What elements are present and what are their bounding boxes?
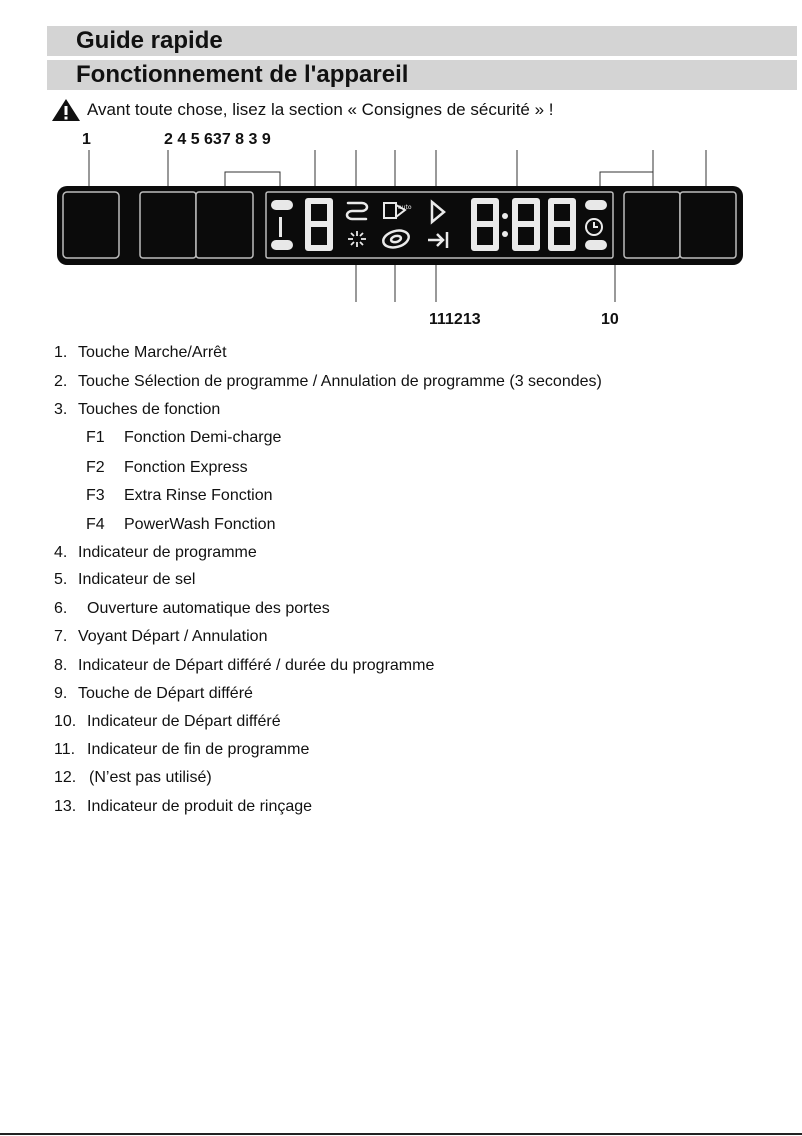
page-bottom-rule (0, 1133, 802, 1135)
program-button (140, 192, 196, 258)
program-bar-bottom (271, 240, 293, 250)
callout-10: 10 (601, 311, 619, 328)
power-button (63, 192, 119, 258)
svg-text:auto: auto (398, 204, 412, 211)
list-item: 2. Touche Sélection de programme / Annulation de programme (3 secondes) (54, 373, 602, 390)
warning-icon (51, 98, 81, 122)
list-item: 5. Indicateur de sel (54, 571, 196, 588)
function-item: F2 Fonction Express (86, 459, 248, 476)
time-colon-bottom (502, 231, 508, 237)
delay-start-button (680, 192, 736, 258)
callout-1: 1 (82, 131, 91, 148)
list-item: 4. Indicateur de programme (54, 544, 257, 561)
safety-warning (51, 98, 554, 122)
page-title: Guide rapide (47, 26, 797, 56)
list-item: 10. Indicateur de Départ différé (54, 713, 281, 730)
warning-text: Avant toute chose, lisez la section « Consignes de sécurité » ! (87, 100, 554, 119)
list-item: 6. Ouverture automatique des portes (54, 600, 330, 617)
function-item: F3 Extra Rinse Fonction (86, 487, 273, 504)
program-bar-mid (279, 217, 282, 237)
list-item: 7. Voyant Départ / Annulation (54, 628, 268, 645)
list-item: 9. Touche de Départ différé (54, 685, 253, 702)
list-item: 12. (N’est pas utilisé) (54, 769, 212, 786)
function-item: F4 PowerWash Fonction (86, 516, 276, 533)
function-button (196, 192, 253, 258)
callout-bottom-group: 111213 (429, 311, 481, 328)
list-item: 3. Touches de fonction (54, 401, 221, 418)
section-title: Fonctionnement de l'appareil (47, 60, 797, 90)
list-item: 13. Indicateur de produit de rinçage (54, 798, 313, 815)
callout-top-group: 2 4 5 637 8 3 9 (164, 131, 271, 148)
right-bar-top (585, 200, 607, 210)
time-colon-top (502, 213, 508, 219)
list-item: 8. Indicateur de Départ différé / durée du programme (54, 657, 435, 674)
list-item: 11. Indicateur de fin de programme (54, 741, 310, 758)
function-button-2 (624, 192, 680, 258)
program-bar-top (271, 200, 293, 210)
right-bar-bottom (585, 240, 607, 250)
list-item: 1. Touche Marche/Arrêt (54, 344, 227, 361)
control-panel-diagram (0, 150, 802, 350)
function-item: F1 Fonction Demi-charge (86, 429, 282, 446)
